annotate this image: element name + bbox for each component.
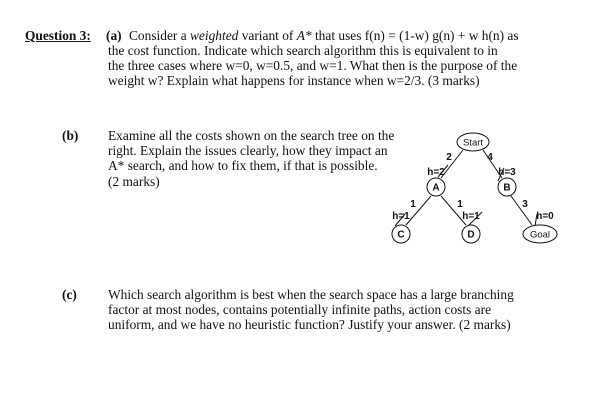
part-c-line-3: uniform, and we have no heuristic function? Justify your answer. (2 marks)	[108, 317, 511, 333]
edge-cost-start-b: 4	[487, 152, 493, 163]
h-goal-label: h=0	[536, 211, 554, 222]
edge-cost-a-d: 1	[457, 199, 463, 210]
h-a-label: h=2	[427, 167, 445, 178]
h-b-label: h=3	[498, 167, 516, 178]
question-label: Question 3:	[25, 28, 91, 43]
node-d-label: D	[467, 229, 475, 241]
part-a-line-2: the cost function. Indicate which search algorithm this is equivalent to in	[108, 43, 498, 58]
part-a-text: Consider a	[129, 28, 190, 43]
part-a-line-4: weight w? Explain what happens for instance when w=2/3. (3 marks)	[108, 73, 480, 89]
part-c-line-2: factor at most nodes, contains potentially infinite paths, action costs are	[108, 302, 492, 318]
edge-cost-b-goal: 3	[522, 199, 528, 210]
part-b-label: (b)	[62, 128, 79, 143]
part-a-text: variant of	[238, 28, 297, 43]
part-a-label: (a)	[106, 28, 122, 43]
edge-cost-start-a: 2	[446, 152, 452, 163]
part-c-body	[108, 287, 554, 333]
node-c-label: C	[397, 229, 405, 241]
part-b-line-3: A* search, and how to fix them, if that is possible.	[108, 158, 378, 174]
node-b-label: B	[503, 182, 511, 194]
edge-cost-a-c: 1	[410, 199, 416, 210]
node-start-label: Start	[462, 137, 484, 149]
part-a-astar: A*	[296, 28, 312, 43]
part-a-emphasis: weighted	[190, 28, 239, 43]
part-c-line-1: Which search algorithm is best when the search space has a large branching	[108, 287, 514, 302]
node-goal-label: Goal	[529, 229, 551, 241]
part-b-line-4: (2 marks)	[108, 173, 160, 189]
h-d-label: h=1	[462, 211, 480, 222]
part-c-label: (c)	[62, 287, 77, 302]
part-a-text: that uses f(n) = (1-w) g(n) + w h(n) as	[311, 28, 519, 43]
h-c-label: h=1	[392, 211, 410, 222]
part-b-line-2: right. Explain the issues clearly, how they impact an	[108, 143, 388, 159]
part-b-line-1: Examine all the costs shown on the search tree on the	[108, 128, 395, 143]
part-a-line-3: the three cases where w=0, w=0.5, and w=1. What then is the purpose of the	[108, 58, 518, 74]
node-a-label: A	[432, 182, 440, 194]
